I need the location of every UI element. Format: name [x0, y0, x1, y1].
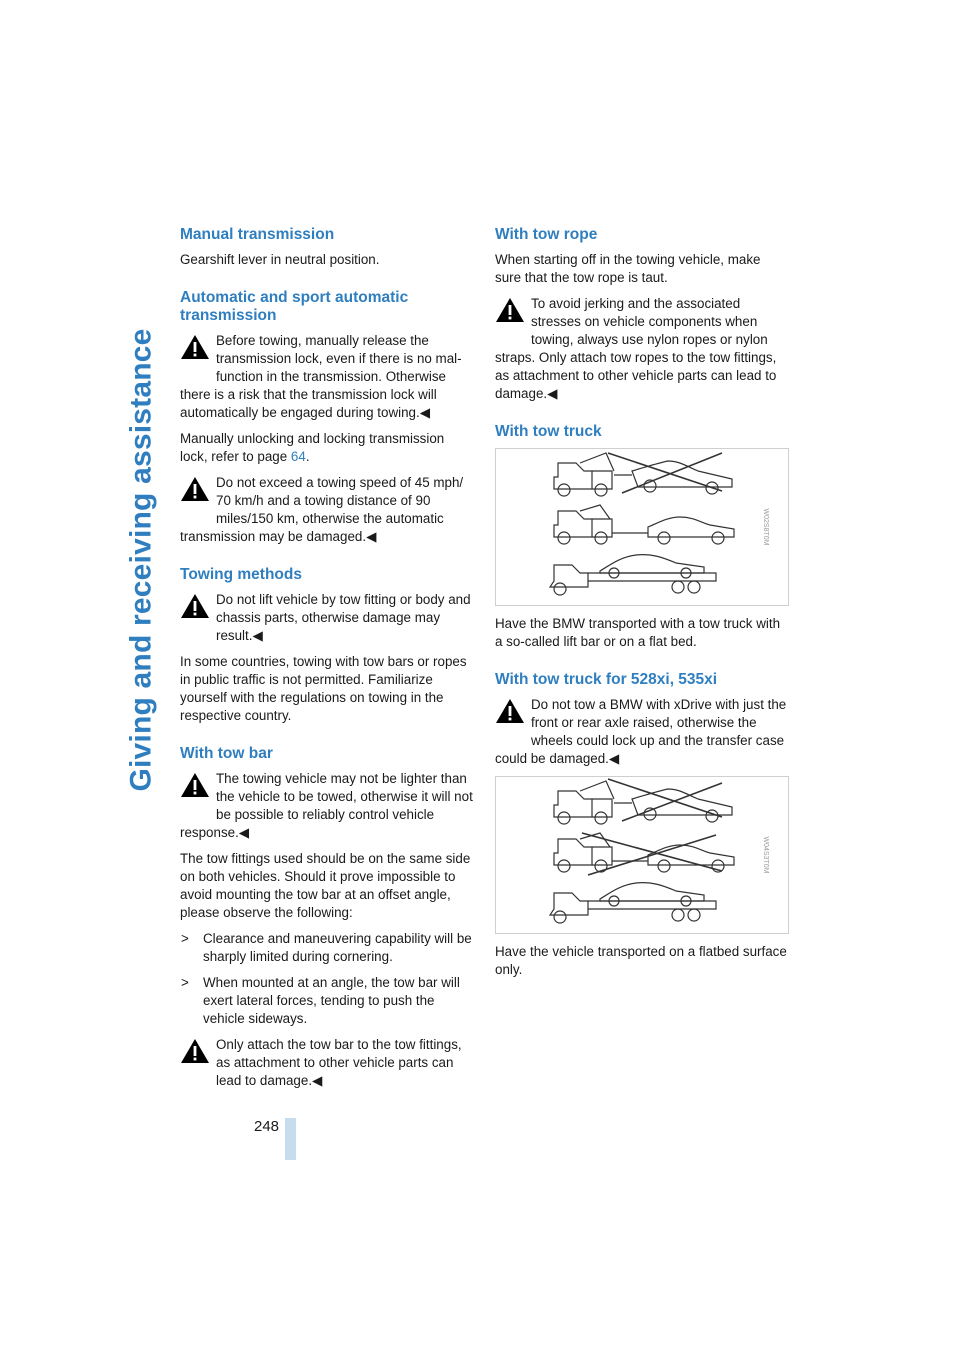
- tow-truck-text: Have the BMW transported with a tow truck with a so-called lift bar or on a flat bed.: [495, 616, 781, 649]
- list-item: [180, 974, 474, 1028]
- warning-text: Do not tow a BMW with xDrive with just the front or rear axle raised, otherwise the wheels could lock up and the transfer case could be damaged.◀: [495, 697, 787, 766]
- heading-tow-rope: With tow rope: [495, 226, 598, 243]
- heading-tow-truck: With tow truck: [495, 423, 602, 440]
- list-item: [180, 930, 474, 966]
- warning-text: Do not lift vehicle by tow fitting or body and chassis parts, otherwise damage may result.◀: [216, 592, 471, 643]
- warning-text: Only attach the tow bar to the tow fittings, as attachment to other vehicle parts can lead to damage.◀: [216, 1037, 462, 1088]
- warning-triangle-icon: [180, 772, 216, 808]
- warning-towing-speed: [180, 474, 474, 546]
- tow-truck-drawing: [496, 449, 788, 605]
- tow-bar-list: [180, 930, 474, 1028]
- warning-triangle-icon: [495, 698, 531, 734]
- warning-text: To avoid jerking and the associated stresses on vehicle components when towing, always use nylon ropes or nylon straps. Only attach tow ropes to the tow fittings, as attachment to other vehicle parts can lead to damage.◀: [495, 296, 777, 401]
- text-segment: Manually unlocking and locking transmission lock, refer to page: [180, 431, 445, 464]
- towing-regulations-text: In some countries, towing with tow bars or ropes in public traffic is not permitted. Familiarize yourself with the regulations on towing in the respective country.: [180, 654, 467, 723]
- heading-manual-transmission: Manual transmission: [180, 226, 335, 243]
- warning-tow-fitting: [180, 591, 474, 645]
- figure-code: W04S3T0M: [762, 836, 770, 874]
- tow-truck-xi-drawing: [496, 777, 788, 933]
- warning-vehicle-weight: [180, 770, 474, 842]
- heading-tow-truck-xi: With tow truck for 528xi, 535xi: [495, 671, 718, 688]
- heading-tow-bar: With tow bar: [180, 745, 273, 762]
- warning-nylon-ropes: [495, 295, 789, 403]
- figure-code: W02S8T0M: [762, 508, 770, 546]
- warning-triangle-icon: [180, 476, 216, 512]
- tow-truck-front-lift-crossed: [554, 779, 732, 824]
- page-reference-link[interactable]: 64: [290, 449, 306, 464]
- page-number: 248: [254, 1118, 280, 1135]
- tow-truck-xi-illustration: [495, 776, 789, 934]
- warning-triangle-icon: [180, 334, 216, 370]
- tow-truck-illustration: [495, 448, 789, 606]
- text-segment: .: [305, 449, 310, 464]
- page-number-bar: [285, 1118, 296, 1160]
- chapter-title-text: Giving and receiving assistance: [125, 328, 158, 792]
- warning-text: Before towing, manually release the transmission lock, even if there is no malfunction in the transmission. Otherwise there is a risk that the transmission lock will automatically be engaged during towing.◀: [180, 333, 462, 420]
- warning-attach-tow-bar: [180, 1036, 474, 1090]
- bullet-marker: >: [181, 931, 189, 946]
- warning-xdrive: [495, 696, 789, 768]
- manual-transmission-text: Gearshift lever in neutral position.: [180, 252, 380, 267]
- tow-fittings-text: The tow fittings used should be on the same side on both vehicles. Should it prove impossible to avoid mounting the tow bar at an offset angle, please observe the following:: [180, 851, 471, 920]
- flatbed-only-text: Have the vehicle transported on a flatbed surface only.: [495, 944, 787, 977]
- warning-text: Do not exceed a towing speed of 45 mph/ 70 km/h and a towing distance of 90 miles/150 km, otherwise the automatic transmission may be damaged.◀: [180, 475, 464, 544]
- heading-towing-methods: Towing methods: [180, 566, 302, 583]
- warning-triangle-icon: [180, 593, 216, 629]
- tow-truck-flatbed: [550, 883, 716, 923]
- chapter-side-title: [122, 30, 162, 1090]
- warning-triangle-icon: [495, 297, 531, 333]
- warning-text: The towing vehicle may not be lighter than the vehicle to be towed, otherwise it will not be possible to reliably control vehicle response.◀: [180, 771, 473, 840]
- tow-rope-text: When starting off in the towing vehicle, make sure that the tow rope is taut.: [495, 252, 761, 285]
- tow-truck-flatbed: [550, 555, 716, 595]
- warning-release-lock: [180, 332, 474, 422]
- tow-truck-lift-bar-crossed: [554, 453, 732, 496]
- warning-triangle-icon: [180, 1038, 216, 1074]
- unlock-transmission-text: [180, 430, 474, 466]
- list-item-text: Clearance and maneuvering capability will be sharply limited during cornering.: [203, 931, 472, 964]
- tow-truck-lift-bar: [554, 505, 734, 544]
- bullet-marker: >: [181, 975, 189, 990]
- right-column: [495, 226, 789, 987]
- left-column: [180, 226, 474, 1098]
- list-item-text: When mounted at an angle, the tow bar will exert lateral forces, tending to push the vehicle sideways.: [203, 975, 460, 1026]
- heading-automatic-transmission: Automatic and sport automatic transmission: [180, 289, 409, 324]
- tow-truck-rear-lift-crossed: [554, 833, 734, 875]
